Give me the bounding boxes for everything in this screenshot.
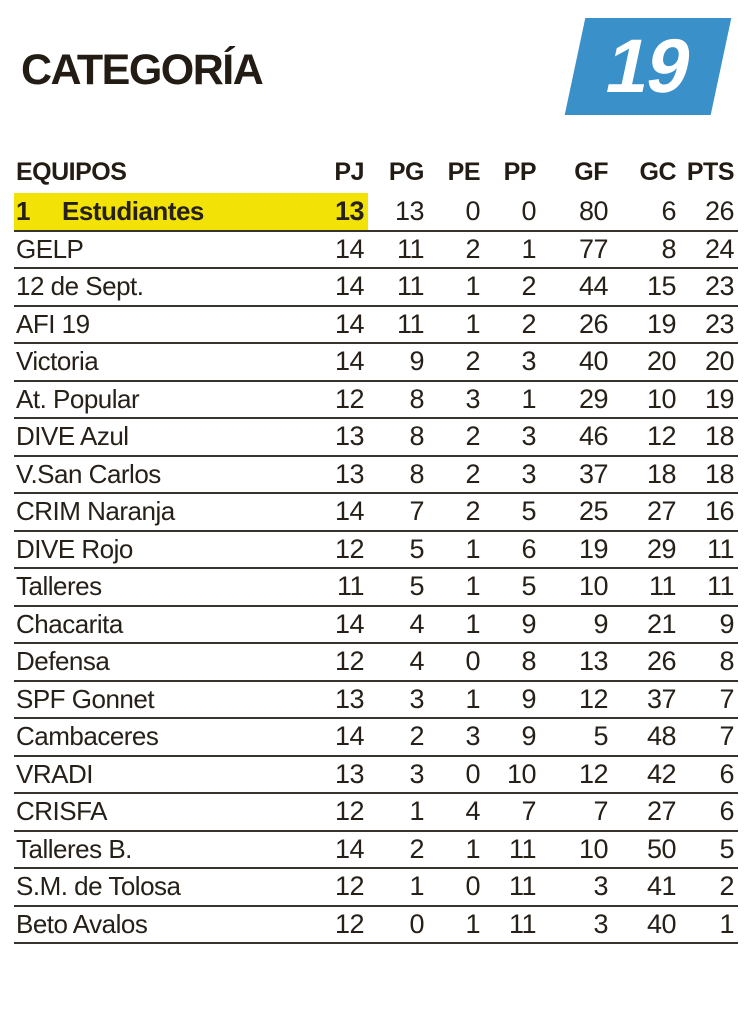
pts-cell: 2 <box>719 871 734 902</box>
gf-cell: 37 <box>578 458 608 489</box>
pj-cell: 14 <box>334 833 364 864</box>
pj-cell: 14 <box>334 233 364 264</box>
pp-cell: 0 <box>521 195 536 226</box>
team-cell: V.San Carlos <box>16 458 161 489</box>
pe-cell: 0 <box>465 758 480 789</box>
pp-cell: 6 <box>521 533 536 564</box>
pe-cell: 2 <box>465 496 480 527</box>
table-row <box>14 493 738 531</box>
team-cell: Chacarita <box>16 608 123 639</box>
pe-cell: 2 <box>465 458 480 489</box>
team-cell: Victoria <box>16 346 99 377</box>
pg-cell: 8 <box>409 383 424 414</box>
category-number: 19 <box>598 24 698 109</box>
gf-cell: 10 <box>578 833 608 864</box>
gc-cell: 48 <box>646 721 676 752</box>
pj-cell: 12 <box>334 383 364 414</box>
pe-cell: 1 <box>465 533 480 564</box>
gc-cell: 29 <box>646 533 676 564</box>
pg-cell: 8 <box>409 421 424 452</box>
pp-cell: 11 <box>508 833 536 864</box>
team-cell: CRISFA <box>16 796 107 827</box>
table-row <box>14 531 738 569</box>
team-cell: AFI 19 <box>16 308 90 339</box>
team-cell: SPF Gonnet <box>16 683 155 714</box>
pe-cell: 0 <box>465 195 480 226</box>
pg-cell: 4 <box>409 646 424 677</box>
pj-cell: 14 <box>334 608 364 639</box>
pj-cell: 13 <box>334 458 364 489</box>
pts-cell: 18 <box>704 421 734 452</box>
pe-cell: 1 <box>465 683 480 714</box>
pp-cell: 2 <box>521 271 536 302</box>
pj-cell: 13 <box>334 421 364 452</box>
column-header-pg: PG <box>388 158 424 186</box>
pj-cell: 13 <box>304 193 368 231</box>
pg-cell: 13 <box>394 195 424 226</box>
column-header-gc: GC <box>639 158 676 186</box>
team-cell <box>14 193 304 231</box>
gc-cell: 37 <box>646 683 676 714</box>
table-row <box>14 231 738 269</box>
pj-cell: 12 <box>334 646 364 677</box>
pg-cell: 9 <box>409 346 424 377</box>
gc-cell: 10 <box>646 383 676 414</box>
gf-cell: 19 <box>578 533 608 564</box>
pp-cell: 3 <box>521 421 536 452</box>
pg-cell: 11 <box>396 271 424 302</box>
gf-cell: 3 <box>593 908 608 939</box>
gc-cell: 41 <box>646 871 676 902</box>
gf-cell: 12 <box>578 683 608 714</box>
pe-cell: 1 <box>465 571 480 602</box>
category-badge <box>565 18 732 115</box>
pj-cell: 14 <box>334 271 364 302</box>
pe-cell: 2 <box>465 233 480 264</box>
pe-cell: 2 <box>465 421 480 452</box>
pp-cell: 3 <box>521 346 536 377</box>
gf-cell: 29 <box>578 383 608 414</box>
pts-cell: 6 <box>719 796 734 827</box>
pe-cell: 4 <box>465 796 480 827</box>
pg-cell: 1 <box>409 871 424 902</box>
pts-cell: 16 <box>704 496 734 527</box>
team-cell: Cambaceres <box>16 721 159 752</box>
table-body <box>14 193 738 943</box>
pts-cell: 20 <box>704 346 734 377</box>
gc-cell: 26 <box>646 646 676 677</box>
pj-cell: 12 <box>334 908 364 939</box>
pp-cell: 1 <box>521 383 536 414</box>
header-row <box>14 150 738 193</box>
pp-cell: 9 <box>521 608 536 639</box>
team-cell: DIVE Azul <box>16 421 129 452</box>
pe-cell: 2 <box>465 346 480 377</box>
team-cell: GELP <box>16 233 84 264</box>
pts-cell: 8 <box>719 646 734 677</box>
gc-cell: 8 <box>661 233 676 264</box>
pg-cell: 11 <box>396 308 424 339</box>
pts-cell: 6 <box>719 758 734 789</box>
table-row <box>14 418 738 456</box>
pj-cell: 12 <box>334 796 364 827</box>
gf-cell: 46 <box>578 421 608 452</box>
pj-cell: 14 <box>334 721 364 752</box>
pe-cell: 1 <box>465 908 480 939</box>
pg-cell: 1 <box>409 796 424 827</box>
gf-cell: 5 <box>593 721 608 752</box>
pj-cell: 11 <box>336 571 364 602</box>
pg-cell: 2 <box>409 721 424 752</box>
pj-cell: 12 <box>334 533 364 564</box>
gf-cell: 3 <box>593 871 608 902</box>
pg-cell: 8 <box>409 458 424 489</box>
gc-cell: 42 <box>646 758 676 789</box>
team-cell: Beto Avalos <box>16 908 148 939</box>
rank-label: 1 <box>16 195 30 226</box>
team-cell: DIVE Rojo <box>16 533 133 564</box>
table-row <box>14 606 738 644</box>
gf-cell: 10 <box>578 571 608 602</box>
team-cell: At. Popular <box>16 383 140 414</box>
gf-cell: 80 <box>578 195 608 226</box>
table-row <box>14 643 738 681</box>
table-row <box>14 306 738 344</box>
pj-cell: 14 <box>334 496 364 527</box>
pp-cell: 11 <box>508 871 536 902</box>
pp-cell: 2 <box>521 308 536 339</box>
gf-cell: 9 <box>593 608 608 639</box>
pe-cell: 1 <box>465 608 480 639</box>
pts-cell: 23 <box>704 308 734 339</box>
table-row <box>14 868 738 906</box>
pp-cell: 9 <box>521 721 536 752</box>
pts-cell: 23 <box>704 271 734 302</box>
pe-cell: 0 <box>465 646 480 677</box>
pg-cell: 5 <box>409 571 424 602</box>
pg-cell: 11 <box>396 233 424 264</box>
page-title: CATEGORÍA <box>21 46 263 94</box>
pj-cell: 12 <box>334 871 364 902</box>
pts-cell: 1 <box>719 908 734 939</box>
gc-cell: 6 <box>661 195 676 226</box>
table-row <box>14 831 738 869</box>
table-row <box>14 568 738 606</box>
pts-cell: 5 <box>719 833 734 864</box>
gf-cell: 25 <box>578 496 608 527</box>
pp-cell: 11 <box>508 908 536 939</box>
team-cell: 12 de Sept. <box>16 271 144 302</box>
pp-cell: 5 <box>521 496 536 527</box>
pg-cell: 3 <box>409 683 424 714</box>
gf-cell: 12 <box>578 758 608 789</box>
gc-cell: 19 <box>646 308 676 339</box>
pe-cell: 3 <box>465 721 480 752</box>
gf-cell: 13 <box>578 646 608 677</box>
pg-cell: 0 <box>409 908 424 939</box>
pj-cell: 13 <box>334 683 364 714</box>
pe-cell: 1 <box>465 308 480 339</box>
pe-cell: 1 <box>465 271 480 302</box>
pg-cell: 2 <box>409 833 424 864</box>
team-cell: Defensa <box>16 646 110 677</box>
pg-cell: 7 <box>409 496 424 527</box>
gc-cell: 20 <box>646 346 676 377</box>
column-header-equipos: EQUIPOS <box>16 158 127 186</box>
pts-cell: 7 <box>719 683 734 714</box>
table-row <box>14 681 738 719</box>
gc-cell: 12 <box>646 421 676 452</box>
team-name: Estudiantes <box>62 195 204 226</box>
pe-cell: 3 <box>465 383 480 414</box>
gc-cell: 21 <box>646 608 676 639</box>
table-row <box>14 756 738 794</box>
table-row <box>14 268 738 306</box>
gf-cell: 77 <box>578 233 608 264</box>
column-header-pe: PE <box>447 158 480 186</box>
gf-cell: 40 <box>578 346 608 377</box>
table-row <box>14 793 738 831</box>
pts-cell: 24 <box>704 233 734 264</box>
pp-cell: 8 <box>521 646 536 677</box>
gc-cell: 27 <box>646 796 676 827</box>
column-header-gf: GF <box>574 158 608 186</box>
pts-cell: 11 <box>706 571 734 602</box>
pg-cell: 4 <box>409 608 424 639</box>
gc-cell: 18 <box>646 458 676 489</box>
pp-cell: 7 <box>521 796 536 827</box>
pts-cell: 18 <box>704 458 734 489</box>
team-cell: Talleres B. <box>16 833 132 864</box>
gf-cell: 26 <box>578 308 608 339</box>
pg-cell: 3 <box>409 758 424 789</box>
pts-cell: 26 <box>704 195 734 226</box>
column-header-pj: PJ <box>334 158 364 186</box>
pg-cell: 5 <box>409 533 424 564</box>
pp-cell: 3 <box>521 458 536 489</box>
pts-cell: 11 <box>706 533 734 564</box>
table-row <box>14 718 738 756</box>
table-header <box>14 150 738 193</box>
pp-cell: 1 <box>521 233 536 264</box>
table-row <box>14 456 738 494</box>
column-header-pts: PTS <box>686 158 734 186</box>
pe-cell: 1 <box>465 833 480 864</box>
table-row <box>14 906 738 944</box>
team-cell: S.M. de Tolosa <box>16 871 181 902</box>
gc-cell: 40 <box>646 908 676 939</box>
pp-cell: 9 <box>521 683 536 714</box>
pe-cell: 0 <box>465 871 480 902</box>
team-cell: Talleres <box>16 571 102 602</box>
column-header-pp: PP <box>503 158 536 186</box>
gf-cell: 44 <box>578 271 608 302</box>
pj-cell: 13 <box>334 758 364 789</box>
pp-cell: 5 <box>521 571 536 602</box>
table-row <box>14 343 738 381</box>
pts-cell: 19 <box>704 383 734 414</box>
table-row-leader <box>14 193 738 231</box>
pts-cell: 9 <box>719 608 734 639</box>
gc-cell: 27 <box>646 496 676 527</box>
pj-cell: 14 <box>334 308 364 339</box>
standings-table <box>14 150 738 944</box>
gc-cell: 11 <box>648 571 676 602</box>
team-cell: VRADI <box>16 758 93 789</box>
table-row <box>14 381 738 419</box>
gf-cell: 7 <box>593 796 608 827</box>
pj-cell: 14 <box>334 346 364 377</box>
pp-cell: 10 <box>506 758 536 789</box>
gc-cell: 50 <box>646 833 676 864</box>
team-cell: CRIM Naranja <box>16 496 175 527</box>
gc-cell: 15 <box>646 271 676 302</box>
pts-cell: 7 <box>719 721 734 752</box>
